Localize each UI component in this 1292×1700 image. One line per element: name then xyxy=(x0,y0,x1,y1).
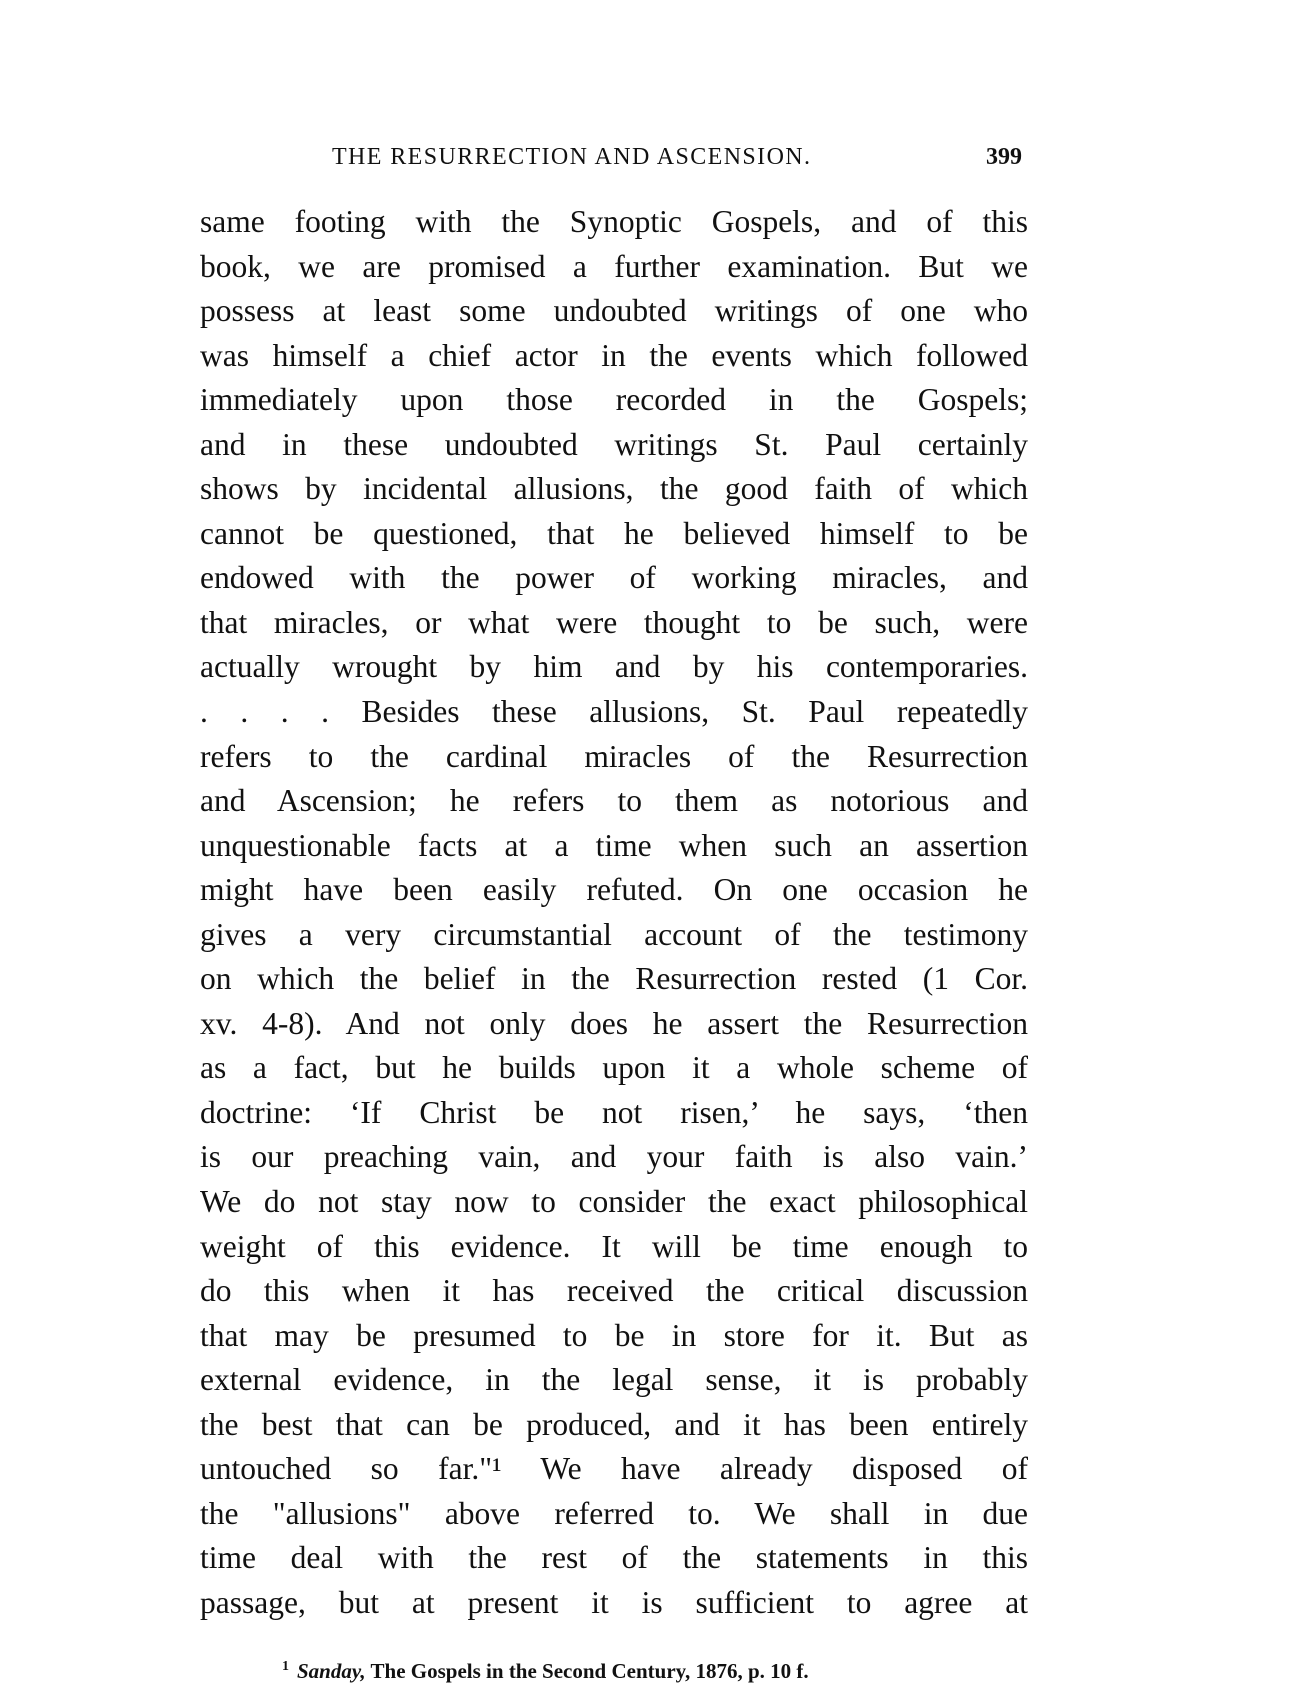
text-line: unquestionable facts at a time when such an assertion xyxy=(200,827,1028,863)
text-line: same footing with the Synoptic Gospels, and of this xyxy=(200,204,1028,239)
text-line: do this when it has received the critical discussion xyxy=(200,1273,1028,1309)
text-line: that miracles, or what were thought to be such, were xyxy=(200,604,1028,640)
text-line: passage, but at present it is sufficient to agree at xyxy=(200,1584,1028,1620)
footnote-text: The Gospels in the Second Century, 1876, p. 10 f. xyxy=(370,1659,809,1683)
text-line: doctrine: ‘If Christ be not risen,’ he says, ‘then xyxy=(200,1094,1028,1130)
text-line: immediately upon those recorded in the Gospels; xyxy=(200,382,1028,418)
text-line: on which the belief in the Resurrection rested (1 Cor. xyxy=(200,961,1028,997)
text-line: untouched so far."¹ We have already disposed of xyxy=(200,1451,1028,1487)
running-head xyxy=(200,137,1022,177)
text-line: as a fact, but he builds upon it a whole scheme of xyxy=(200,1050,1028,1086)
footnote-marker: 1 xyxy=(282,1659,289,1674)
text-line: is our preaching vain, and your faith is also vain.’ xyxy=(200,1139,1028,1175)
text-line: weight of this evidence. It will be time enough to xyxy=(200,1228,1028,1264)
text-line: book, we are promised a further examination. But we xyxy=(200,248,1028,284)
text-line: possess at least some undoubted writings of one who xyxy=(200,293,1028,329)
text-line: and Ascension; he refers to them as notorious and xyxy=(200,783,1028,819)
text-line: actually wrought by him and by his contemporaries. xyxy=(200,649,1028,685)
text-line: . . . . Besides these allusions, St. Paul repeatedly xyxy=(200,694,1028,730)
text-line: that may be presumed to be in store for it. But as xyxy=(200,1317,1028,1353)
footnote xyxy=(282,1652,809,1686)
text-line: We do not stay now to consider the exact philosophical xyxy=(200,1184,1028,1220)
text-line: cannot be questioned, that he believed himself to be xyxy=(200,515,1028,551)
text-line: the "allusions" above referred to. We shall in due xyxy=(200,1495,1028,1531)
footnote-author: Sanday, xyxy=(297,1659,366,1683)
text-line: external evidence, in the legal sense, it is probably xyxy=(200,1362,1028,1398)
text-line: and in these undoubted writings St. Paul certainly xyxy=(200,426,1028,462)
text-line: might have been easily refuted. On one occasion he xyxy=(200,872,1028,908)
page-number: 399 xyxy=(986,144,1022,170)
text-line: time deal with the rest of the statements in this xyxy=(200,1540,1028,1576)
text-line: was himself a chief actor in the events which followed xyxy=(200,337,1028,373)
text-line: refers to the cardinal miracles of the Resurrection xyxy=(200,738,1028,774)
text-line: shows by incidental allusions, the good faith of which xyxy=(200,471,1028,507)
body-text xyxy=(200,200,1028,1626)
text-line: xv. 4-8). And not only does he assert the Resurrection xyxy=(200,1005,1028,1041)
text-line: gives a very circumstantial account of the testimony xyxy=(200,916,1028,952)
text-line: endowed with the power of working miracles, and xyxy=(200,560,1028,596)
text-line: the best that can be produced, and it has been entirely xyxy=(200,1406,1028,1442)
running-title: THE RESURRECTION AND ASCENSION. xyxy=(332,144,812,170)
